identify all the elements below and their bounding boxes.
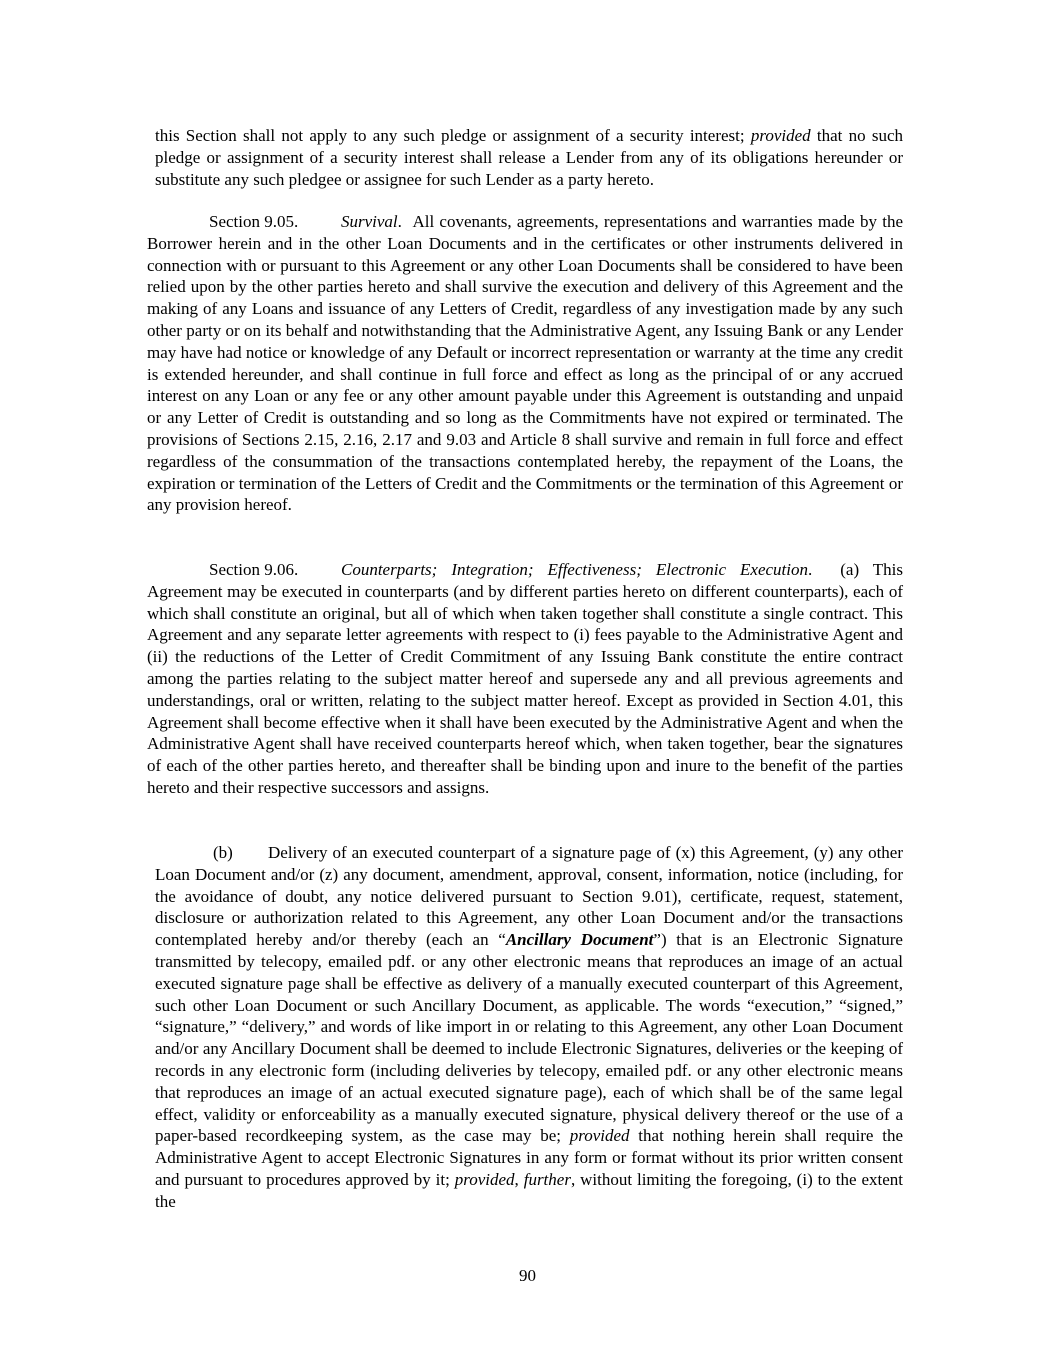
section-9-05-body: All covenants, agreements, representations and warranties made by the Borrower herein and in the other Loan Documents and in the certificates or other instruments delivered in connection with or pursuant to this Agreement or any other Loan Documents shall be considered to have been relied upon by the other parties hereto and shall survive the execution and delivery of this Agreement and the making of any Loans and issuance of any Letters of Credit, regardless of any investigation made by any such other party or on its behalf and notwithstanding that the Administrative Agent, any Issuing Bank or any Lender may have had notice or knowledge of any Default or incorrect representation or warranty at the time any credit is extended hereunder, and shall continue in full force and effect as long as the principal of or any accrued interest on any Loan or any fee or any other amount payable under this Agreement is outstanding and unpaid or any Letter of Credit is outstanding and so long as the Commitments have not expired or terminated. The provisions of Sections 2.15, 2.16, 2.17 and 9.03 and Article 8 shall survive and remain in full force and effect regardless of the consummation of the transactions contemplated hereby, the repayment of the Loans, the expiration or termination of the Letters of Credit and the Commitments or the termination of this Agreement or any provision hereof. xyxy=(147,212,903,515)
ancillary-document-term: Ancillary Document xyxy=(505,930,654,950)
section-9-05-title: Survival xyxy=(341,212,398,231)
continuation-text-2: that no such pledge or assignment of a security interest shall release a Lender from any of its obligations hereunder or substitute any such pledgee or assignee for such Lender as a party hereto. xyxy=(155,126,903,189)
subsection-b-paragraph: (b) Delivery of an executed counterpart of a signature page of (x) this Agreement, (y) any other Loan Document and/or (z) any document, amendment, approval, consent, information, notice (including, for the avoidance of doubt, any notice delivered pursuant to Section 9.01), certificate, request, statement, disclosure or authorization related to this Agreement, any other Loan Document and/or the transactions contemplated hereby and/or thereby (each an “Ancillary Document”) that is an Electronic Signature transmitted by telecopy, emailed pdf. or any other electronic means that reproduces an image of an actual executed signature page shall be effective as delivery of a manually executed counterpart of this Agreement, such other Loan Document or such Ancillary Document, as applicable. The words “execution,” “signed,” “signature,” “delivery,” and words of like import in or relating to this Agreement, any other Loan Document and/or any Ancillary Document shall be deemed to include Electronic Signatures, deliveries or the keeping of records in any electronic form (including deliveries by telecopy, emailed pdf. or any other electronic means that reproduces an image of an actual executed signature page), each of which shall be of the same legal effect, validity or enforceability as a manually executed signature, physical delivery thereof or the use of a paper-based recordkeeping system, as the case may be; provided that nothing herein shall require the Administrative Agent to accept Electronic Signatures in any form or format without its prior written consent and pursuant to procedures approved by it; provided, further, without limiting the foregoing, (i) to the extent the xyxy=(155,843,904,1211)
subsection-b-provided-2: provided xyxy=(454,1169,515,1189)
section-9-05-number: Section 9.05. xyxy=(209,212,299,231)
subsection-b-text-3: that nothing herein shall require the Administrative Agent to accept Electronic Signatures in any form or format without its prior written consent and pursuant to procedures approved by it; xyxy=(155,1126,903,1189)
subsection-b-provided-1: provided xyxy=(569,1126,630,1146)
section-9-06-title: Counterparts; Integration; Effectiveness; Electronic Execution xyxy=(341,560,808,579)
subsection-b-text-4: , without limiting the foregoing, (i) to the extent the xyxy=(155,1169,904,1211)
subsection-b-label: (b) xyxy=(213,843,233,862)
continuation-paragraph xyxy=(155,125,903,190)
page-number: 90 xyxy=(519,1266,536,1285)
section-9-06-number: Section 9.06. xyxy=(209,560,299,579)
continuation-text-1: this Section shall not apply to any such pledge or assignment of a security interest; xyxy=(155,126,751,145)
section-9-05-paragraph: Section 9.05. Survival. All covenants, agreements, representations and warranties made by the Borrower herein and in the other Loan Documents and in the certificates or other instruments delivered in connection with or pursuant to this Agreement or any other Loan Documents shall be considered to have been relied upon by the other parties hereto and shall survive the execution and delivery of this Agreement and the making of any Loans and issuance of any Letters of Credit, regardless of any investigation made by any such other party or on its behalf and notwithstanding that the Administrative Agent, any Issuing Bank or any Lender may have had notice or knowledge of any Default or incorrect representation or warranty at the time any credit is extended hereunder, and shall continue in full force and effect as long as the principal of or any accrued interest on any Loan or any fee or any other amount payable under this Agreement is outstanding and unpaid or any Letter of Credit is outstanding and so long as the Commitments have not expired or terminated. The provisions of Sections 2.15, 2.16, 2.17 and 9.03 and Article 8 shall survive and remain in full force and effect regardless of the consummation of the transactions contemplated hereby, the repayment of the Loans, the expiration or termination of the Letters of Credit and the Commitments or the termination of this Agreement or any provision hereof. xyxy=(147,212,903,515)
subsection-b-text-2: ”) that is an Electronic Signature transmitted by telecopy, emailed pdf. or any other electronic means that reproduces an image of an actual executed signature page shall be effective as delivery of a manually executed counterpart of this Agreement, such other Loan Document or such Ancillary Document, as applicable. The words “execution,” “signed,” “signature,” “delivery,” and words of like import in or relating to this Agreement, any other Loan Document and/or any Ancillary Document shall be deemed to include Electronic Signatures, deliveries or the keeping of records in any electronic form (including deliveries by telecopy, emailed pdf. or any other electronic means that reproduces an image of an actual executed signature page), each of which shall be of the same legal effect, validity or enforceability as a manually executed signature, physical delivery thereof or the use of a paper-based recordkeeping system, as the case may be; xyxy=(155,930,903,1146)
subsection-b-further: further xyxy=(523,1169,571,1189)
section-9-06-paragraph: Section 9.06. Counterparts; Integration; Effectiveness; Electronic Execution. (a) This Agreement may be executed in counterparts (and by different parties hereto on different counterparts), each of which shall constitute an original, but all of which when taken together shall constitute a single contract. This Agreement and any separate letter agreements with respect to (i) fees payable to the Administrative Agent and (ii) the reductions of the Letter of Credit Commitment of any Issuing Bank constitute the entire contract among the parties relating to the subject matter hereof and supersede any and all previous agreements and understandings, oral or written, relating to the subject matter hereof. Except as provided in Section 4.01, this Agreement shall become effective when it shall have been executed by the Administrative Agent and when the Administrative Agent shall have received counterparts hereof which, when taken together, bear the signatures of each of the other parties hereto, and thereafter shall be binding upon and inure to the benefit of the parties hereto and their respective successors and assigns. xyxy=(147,560,904,797)
subsection-b-text-1: Delivery of an executed counterpart of a signature page of (x) this Agreement, (y) any other Loan Document and/or (z) any document, amendment, approval, consent, information, notice (including, for the avoidance of doubt, any notice delivered pursuant to Section 9.01), certificate, request, statement, disclosure or authorization related to this Agreement, any other Loan Document and/or the transactions contemplated hereby and/or thereby (each an “ xyxy=(155,843,903,950)
section-9-06-body: (a) This Agreement may be executed in counterparts (and by different parties hereto on different counterparts), each of which shall constitute an original, but all of which when taken together shall constitute a single contract. This Agreement and any separate letter agreements with respect to (i) fees payable to the Administrative Agent and (ii) the reductions of the Letter of Credit Commitment of any Issuing Bank constitute the entire contract among the parties relating to the subject matter hereof and supersede any and all previous agreements and understandings, oral or written, relating to the subject matter hereof. Except as provided in Section 4.01, this Agreement shall become effective when it shall have been executed by the Administrative Agent and when the Administrative Agent shall have received counterparts hereof which, when taken together, bear the signatures of each of the other parties hereto, and thereafter shall be binding upon and inure to the benefit of the parties hereto and their respective successors and assigns. xyxy=(147,560,904,797)
continuation-provided: provided xyxy=(750,126,811,145)
